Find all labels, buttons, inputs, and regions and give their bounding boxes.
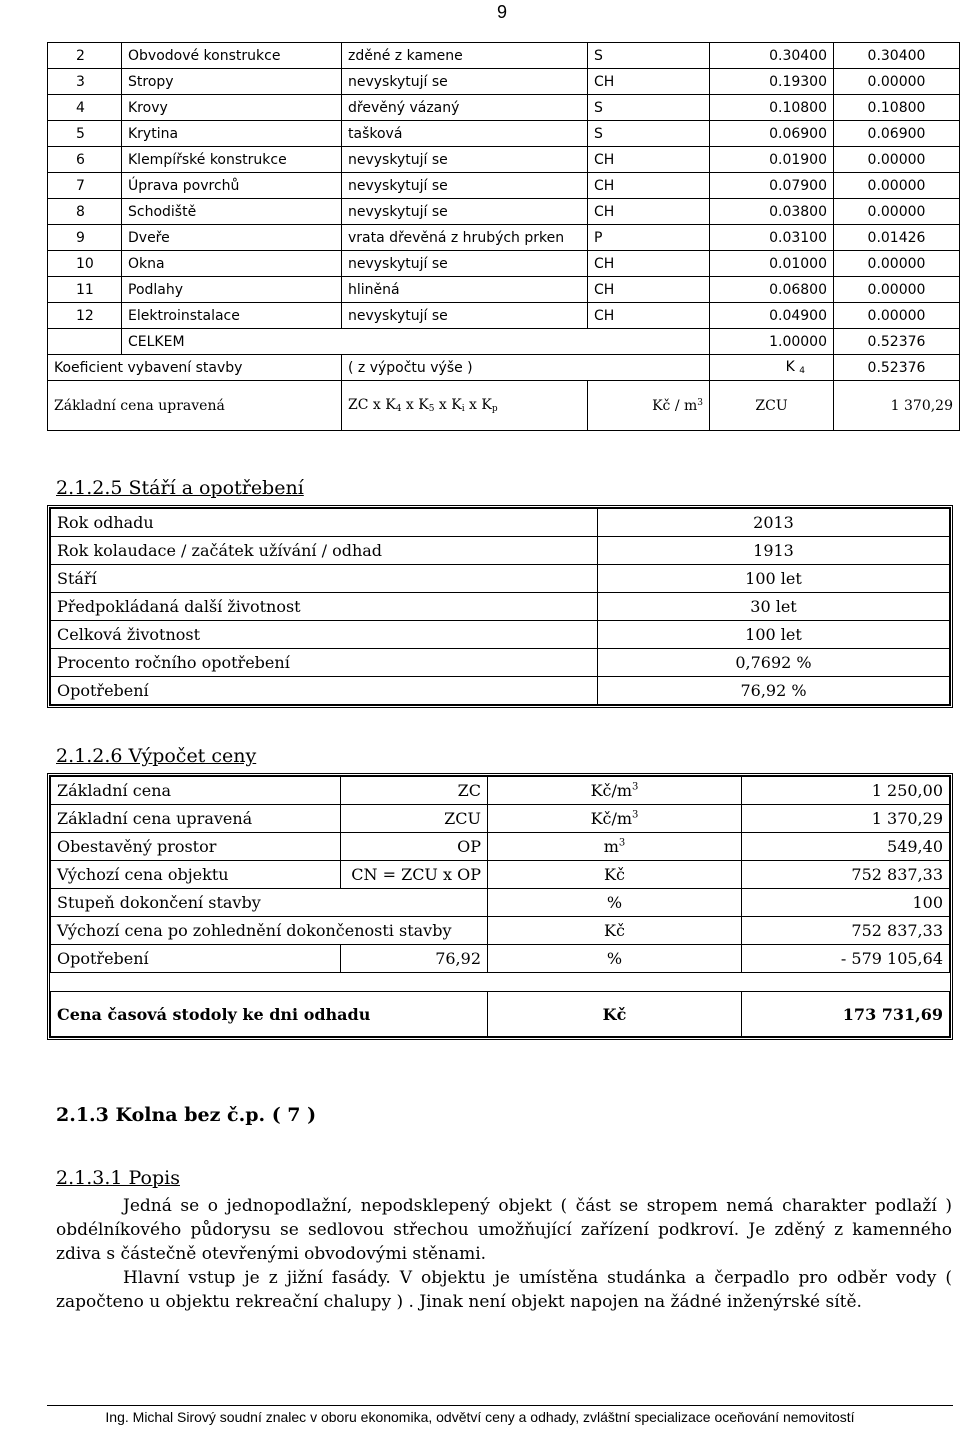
table-row xyxy=(48,95,960,121)
equipment-table xyxy=(47,42,960,431)
age-label: Rok odhadu xyxy=(51,509,598,537)
age-table-box xyxy=(47,505,953,708)
price-symbol: 76,92 xyxy=(341,945,488,973)
row-code: CH xyxy=(588,147,710,173)
row-number: 9 xyxy=(48,225,122,251)
total-v2: 0.52376 xyxy=(834,329,960,355)
zcu-symbol: ZCU xyxy=(710,381,834,431)
table-row xyxy=(48,121,960,147)
row-type: nevyskytují se xyxy=(342,199,588,225)
page-number: 9 xyxy=(497,2,508,22)
row-type: nevyskytují se xyxy=(342,69,588,95)
row-value-2: 0.01426 xyxy=(834,225,960,251)
row-type: tašková xyxy=(342,121,588,147)
koef-note: ( z výpočtu výše ) xyxy=(342,355,710,381)
row-name: Klempířské konstrukce xyxy=(122,147,342,173)
kolna-para-1: Jedná se o jednopodlažní, nepodsklepený objekt ( část se stropem nemá charakter podlaží ) obdélníkového půdorysu se sedlovou střechou umožňující zařízení podkroví. Je zděný z kamenného zdiva s částečně otevřenými obvodovými stěnami. xyxy=(56,1196,952,1264)
row-name: Obvodové konstrukce xyxy=(122,43,342,69)
table-row xyxy=(51,677,950,705)
row-type: nevyskytují se xyxy=(342,147,588,173)
row-value-2: 0.00000 xyxy=(834,303,960,329)
age-label: Procento ročního opotřebení xyxy=(51,649,598,677)
age-label: Opotřebení xyxy=(51,677,598,705)
row-value-2: 0.00000 xyxy=(834,147,960,173)
row-value-1: 0.06900 xyxy=(710,121,834,147)
table-row xyxy=(48,69,960,95)
age-value: 100 let xyxy=(598,565,950,593)
row-code: P xyxy=(588,225,710,251)
price-unit xyxy=(488,861,742,889)
row-code: CH xyxy=(588,303,710,329)
row-type: hliněná xyxy=(342,277,588,303)
row-type: zděné z kamene xyxy=(342,43,588,69)
table-row xyxy=(51,593,950,621)
price-table-box xyxy=(47,773,953,1040)
price-label: Výchozí cena po zohlednění dokončenosti stavby xyxy=(51,917,488,945)
age-value: 30 let xyxy=(598,593,950,621)
row-number: 6 xyxy=(48,147,122,173)
price-label: Výchozí cena objektu xyxy=(51,861,341,889)
row-value-1: 0.07900 xyxy=(710,173,834,199)
table-row xyxy=(48,199,960,225)
row-value-1: 0.01000 xyxy=(710,251,834,277)
price-value: 549,40 xyxy=(742,833,950,861)
row-number: 10 xyxy=(48,251,122,277)
price-unit-text: m xyxy=(603,837,619,856)
row-value-2: 0.06900 xyxy=(834,121,960,147)
age-label: Stáří xyxy=(51,565,598,593)
row-name: Okna xyxy=(122,251,342,277)
price-unit-text: % xyxy=(606,893,623,912)
price-unit xyxy=(488,777,742,805)
price-value: 1 370,29 xyxy=(742,805,950,833)
table-row xyxy=(51,537,950,565)
price-table xyxy=(50,776,950,1037)
row-value-1: 0.04900 xyxy=(710,303,834,329)
price-value: 752 837,33 xyxy=(742,917,950,945)
price-label: Základní cena xyxy=(51,777,341,805)
row-name: Podlahy xyxy=(122,277,342,303)
table-row xyxy=(51,621,950,649)
price-value: - 579 105,64 xyxy=(742,945,950,973)
zcu-unit: Kč / $m^3$ xyxy=(588,381,710,431)
table-row xyxy=(48,277,960,303)
age-value: 2013 xyxy=(598,509,950,537)
price-value: 752 837,33 xyxy=(742,861,950,889)
price-symbol: ZC xyxy=(341,777,488,805)
row-number: 2 xyxy=(48,43,122,69)
row-name: Dveře xyxy=(122,225,342,251)
koef-value: 0.52376 xyxy=(834,355,960,381)
price-unit xyxy=(488,805,742,833)
price-label: Opotřebení xyxy=(51,945,341,973)
price-unit-sup: 3 xyxy=(632,781,639,793)
row-number: 7 xyxy=(48,173,122,199)
row-number: 3 xyxy=(48,69,122,95)
table-row xyxy=(48,173,960,199)
row-code: CH xyxy=(588,251,710,277)
age-value: 1913 xyxy=(598,537,950,565)
price-unit-sup: 3 xyxy=(632,809,639,821)
row-type: dřevěný vázaný xyxy=(342,95,588,121)
price-symbol: OP xyxy=(341,833,488,861)
table-row xyxy=(48,303,960,329)
table-row xyxy=(51,777,950,805)
row-value-1: 0.03100 xyxy=(710,225,834,251)
row-value-2: 0.00000 xyxy=(834,199,960,225)
row-value-1: 0.10800 xyxy=(710,95,834,121)
kolna-subheading: 2.1.3.1 Popis xyxy=(56,1167,180,1189)
row-number: 5 xyxy=(48,121,122,147)
row-value-1: 0.06800 xyxy=(710,277,834,303)
price-heading: 2.1.2.6 Výpočet ceny xyxy=(56,745,257,767)
kolna-description xyxy=(56,1194,952,1314)
price-label: Obestavěný prostor xyxy=(51,833,341,861)
koef-symbol: K $_4$ xyxy=(710,355,834,381)
kolna-heading: 2.1.3 Kolna bez č.p. ( 7 ) xyxy=(56,1104,317,1126)
age-table xyxy=(50,508,950,705)
zcu-row xyxy=(48,381,960,431)
row-code: CH xyxy=(588,199,710,225)
price-unit-text: Kč xyxy=(604,865,625,884)
row-value-1: 0.03800 xyxy=(710,199,834,225)
koef-row xyxy=(48,355,960,381)
row-code: S xyxy=(588,121,710,147)
table-row xyxy=(51,833,950,861)
row-code: CH xyxy=(588,173,710,199)
table-row xyxy=(48,147,960,173)
price-unit-text: % xyxy=(606,949,623,968)
table-row xyxy=(48,225,960,251)
row-code: CH xyxy=(588,277,710,303)
price-unit-sup: 3 xyxy=(618,837,626,849)
row-code: S xyxy=(588,95,710,121)
table-row xyxy=(51,805,950,833)
total-row xyxy=(48,329,960,355)
row-value-2: 0.00000 xyxy=(834,173,960,199)
kolna-para-2: Hlavní vstup je z jižní fasády. V objektu je umístěna studánka a čerpadlo pro odběr vody ( započteno u objektu rekreační chalupy ) . Jinak není objekt napojen na žádné inženýrské sítě. xyxy=(56,1268,952,1312)
table-row xyxy=(51,509,950,537)
age-value: 100 let xyxy=(598,621,950,649)
row-value-1: 0.01900 xyxy=(710,147,834,173)
table-row xyxy=(51,565,950,593)
footer-text: Ing. Michal Sirový soudní znalec v oboru ekonomika, odvětví ceny a odhady, zvláštní specializace oceňování nemovitostí xyxy=(105,1409,855,1425)
footer-divider xyxy=(47,1405,953,1406)
age-label: Předpokládaná další životnost xyxy=(51,593,598,621)
price-total-row xyxy=(51,992,950,1037)
row-number: 8 xyxy=(48,199,122,225)
price-total-label: Cena časová stodoly ke dni odhadu xyxy=(51,992,488,1037)
row-value-1: 0.30400 xyxy=(710,43,834,69)
row-value-2: 0.10800 xyxy=(834,95,960,121)
price-symbol: CN = ZCU x OP xyxy=(341,861,488,889)
row-value-2: 0.00000 xyxy=(834,277,960,303)
row-number: 4 xyxy=(48,95,122,121)
row-value-2: 0.00000 xyxy=(834,69,960,95)
price-unit-text: Kč xyxy=(604,921,625,940)
price-total-unit: Kč xyxy=(488,992,742,1037)
age-label: Celková životnost xyxy=(51,621,598,649)
price-unit xyxy=(488,889,742,917)
row-code: S xyxy=(588,43,710,69)
row-name: Stropy xyxy=(122,69,342,95)
price-total-value: 173 731,69 xyxy=(742,992,950,1037)
row-name: Krytina xyxy=(122,121,342,147)
price-unit xyxy=(488,945,742,973)
row-value-2: 0.30400 xyxy=(834,43,960,69)
age-value: 0,7692 % xyxy=(598,649,950,677)
table-row xyxy=(51,917,950,945)
price-label: Základní cena upravená xyxy=(51,805,341,833)
zcu-value: 1 370,29 xyxy=(834,381,960,431)
row-value-1: 0.19300 xyxy=(710,69,834,95)
price-symbol: ZCU xyxy=(341,805,488,833)
row-type: nevyskytují se xyxy=(342,251,588,277)
price-value: 100 xyxy=(742,889,950,917)
zcu-label: Základní cena upravená xyxy=(48,381,342,431)
row-code: CH xyxy=(588,69,710,95)
row-number: 12 xyxy=(48,303,122,329)
row-name: Elektroinstalace xyxy=(122,303,342,329)
price-unit xyxy=(488,917,742,945)
row-type: nevyskytují se xyxy=(342,173,588,199)
total-v1: 1.00000 xyxy=(710,329,834,355)
price-unit-text: Kč/m xyxy=(590,809,633,828)
age-label: Rok kolaudace / začátek užívání / odhad xyxy=(51,537,598,565)
row-number: 11 xyxy=(48,277,122,303)
table-row xyxy=(51,649,950,677)
price-label: Stupeň dokončení stavby xyxy=(51,889,488,917)
table-row xyxy=(51,945,950,973)
row-name: Schodiště xyxy=(122,199,342,225)
table-row xyxy=(48,251,960,277)
age-heading: 2.1.2.5 Stáří a opotřebení xyxy=(56,477,304,499)
age-value: 76,92 % xyxy=(598,677,950,705)
price-unit xyxy=(488,833,742,861)
koef-label: Koeficient vybavení stavby xyxy=(48,355,342,381)
price-value: 1 250,00 xyxy=(742,777,950,805)
table-row xyxy=(51,889,950,917)
table-row xyxy=(51,861,950,889)
price-unit-text: Kč/m xyxy=(590,781,633,800)
row-name: Úprava povrchů xyxy=(122,173,342,199)
row-value-2: 0.00000 xyxy=(834,251,960,277)
row-name: Krovy xyxy=(122,95,342,121)
zcu-formula: ZC x $K_4$ x $K_5$ x $K_i$ x $K_p$ xyxy=(342,381,588,431)
total-label: CELKEM xyxy=(122,329,710,355)
row-type: vrata dřevěná z hrubých prken xyxy=(342,225,588,251)
table-row xyxy=(48,43,960,69)
row-type: nevyskytují se xyxy=(342,303,588,329)
